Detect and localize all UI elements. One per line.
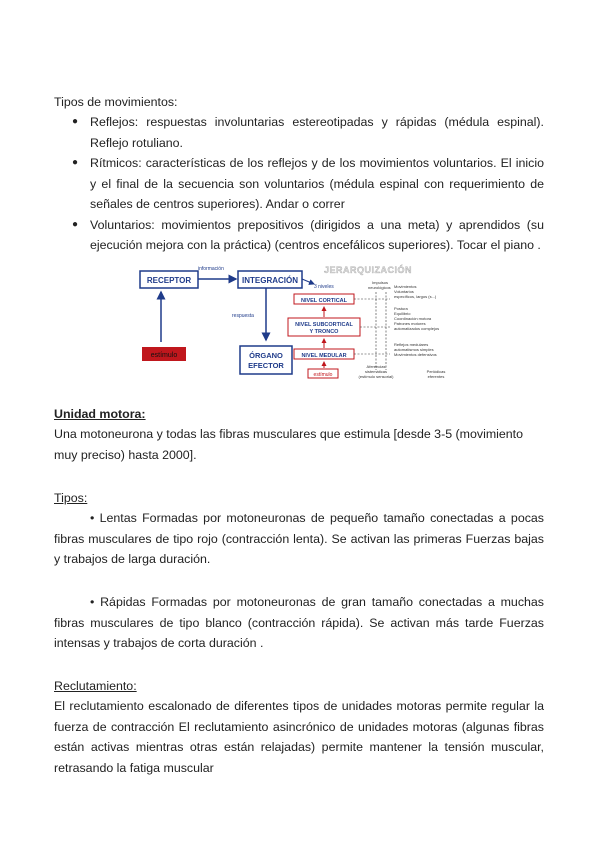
right-label: Coordinación motora [394, 316, 432, 321]
recruitment-heading: Reclutamiento: [54, 679, 137, 693]
list-item: ● Voluntarios: movimientos prepositivos (dirigidos a una meta) y aprendidos (su ejecución mejora con la práctica) (centros encefálicos superiores). Tocar el piano . [72, 215, 544, 256]
hierarchy-title: JERARQUIZACIÓN [324, 265, 413, 275]
fast-type-text: • Rápidas Formadas por motoneuronas de gran tamaño conectadas a muchas fibras musculares de tipo blanco (contracción rápida). Se activan más tarde Fuerzas intensas y trabajos de corta duración . [54, 595, 544, 650]
slow-type-text: • Lentas Formadas por motoneuronas de pequeño tamaño conectadas a pocas fibras musculares de tipo rojo (contracción lenta). Se activan las primeras Fuerzas bajas y trabajos de larga duración. [54, 511, 544, 566]
motor-unit-text: Una motoneurona y todas las fibras musculares que estimula [desde 3-5 (movimiento muy preciso) hasta 2000]. [54, 427, 524, 462]
effector-label-2: EFECTOR [248, 361, 284, 370]
types-heading: Tipos: [54, 491, 88, 505]
hierarchy-diagram [136, 262, 466, 382]
right-label: Equilibrio [394, 311, 411, 316]
stimulus-label: estímulo [150, 352, 178, 359]
medular-label: NIVEL MEDULAR [301, 353, 347, 359]
info-label: información [198, 266, 224, 272]
list-item: ● Rítmicos: características de los reflejos y de los movimientos voluntarios. El inicio y el final de la secuencia son voluntarios (médula espinal con requerimiento de señales de centros superiores). Andar o correr [72, 153, 544, 215]
bullet-dot-icon: ● [72, 157, 79, 168]
right-label: Movimientos [394, 284, 417, 289]
bottom-label: (estímulo sensorial) [358, 374, 394, 379]
bullet-dot-icon: ● [72, 116, 79, 127]
subcortical-label-2: Y TRONCO [309, 329, 339, 335]
right-label: automatizados complejos [394, 326, 440, 331]
col-header-2: neurológicos [368, 285, 391, 290]
integration-label: INTEGRACIÓN [242, 276, 298, 285]
intro-text: Tipos de movimientos: [54, 95, 178, 109]
response-label: respuesta [232, 313, 254, 319]
recruitment-text: El reclutamiento escalonado de diferentes tipos de unidades motoras permite regular la fuerza de contracción El reclutamiento asincrónico de unidades motoras (algunas fibras están activas mientras otras están relajadas) permite mantener la tensión muscular, retrasando la fatiga muscular [54, 699, 544, 775]
bottom-label: sistemáticas [364, 369, 388, 374]
right-label: específicos, largos (s...) [394, 294, 437, 299]
bottom-right-label: Periódicas [426, 369, 446, 374]
right-label: Postura [394, 306, 408, 311]
right-label: Reflejos medulares [394, 342, 429, 347]
bottom-right-label: eferentes [427, 374, 445, 379]
col-header-1: Impulsos [372, 280, 389, 285]
motor-unit-heading: Unidad motora: [54, 407, 146, 421]
small-stimulus-label: estímulo [313, 372, 333, 378]
list-item: ● Reflejos: respuestas involuntarias estereotipadas y rápidas (médula espinal). Reflejo rotuliano. [72, 112, 544, 153]
effector-label-1: ÓRGANO [249, 351, 283, 360]
bottom-label: Aferencias [366, 364, 386, 369]
subcortical-label-1: NIVEL SUBCORTICAL [295, 322, 353, 328]
right-label: Patrones motores [394, 321, 426, 326]
levels-arrow [302, 279, 314, 284]
receptor-label: RECEPTOR [146, 276, 192, 285]
bullet-dot-icon: ● [72, 218, 79, 230]
movement-types-list [72, 112, 544, 256]
levels-label: 3 niveles [314, 284, 334, 290]
right-label: Movimientos defensivos [394, 352, 437, 357]
cortical-label: NIVEL CORTICAL [300, 298, 348, 304]
right-label: Voluntarios [394, 289, 414, 294]
right-label: automatismos simples [394, 347, 434, 352]
